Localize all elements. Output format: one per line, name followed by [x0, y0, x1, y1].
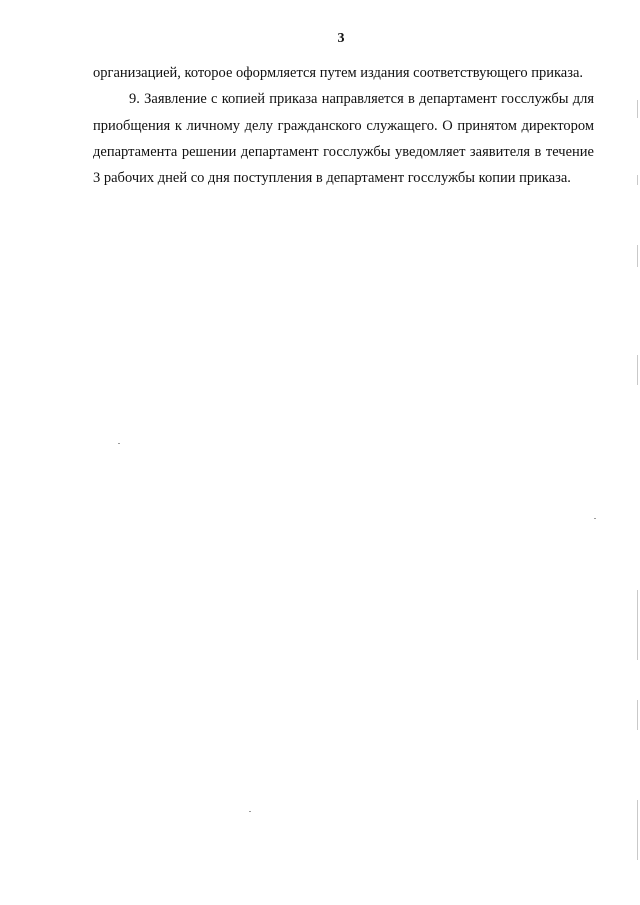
scan-speck — [249, 811, 251, 812]
page-number: 3 — [337, 31, 345, 46]
scan-mark — [637, 700, 638, 730]
paragraph-9: 9. Заявление с копией приказа направляется в департамент госслужбы для приобщения к личному делу гражданского служащего. О принятом директором департамента решении департамент госслужбы уведомляет заявителя в течение 3 рабочих дней со дня поступления в департамент госслужбы копии приказа. — [93, 91, 594, 187]
scan-mark — [637, 245, 638, 267]
body-text — [93, 60, 594, 191]
paragraph-continuation: организацией, которое оформляется путем издания соответствующего приказа. — [93, 65, 584, 81]
scan-speck — [594, 518, 596, 519]
scan-speck — [118, 443, 120, 444]
scan-mark — [637, 590, 638, 660]
scan-mark — [637, 800, 638, 860]
scan-mark — [637, 355, 638, 385]
scan-mark — [637, 175, 638, 185]
scan-mark — [637, 100, 638, 118]
